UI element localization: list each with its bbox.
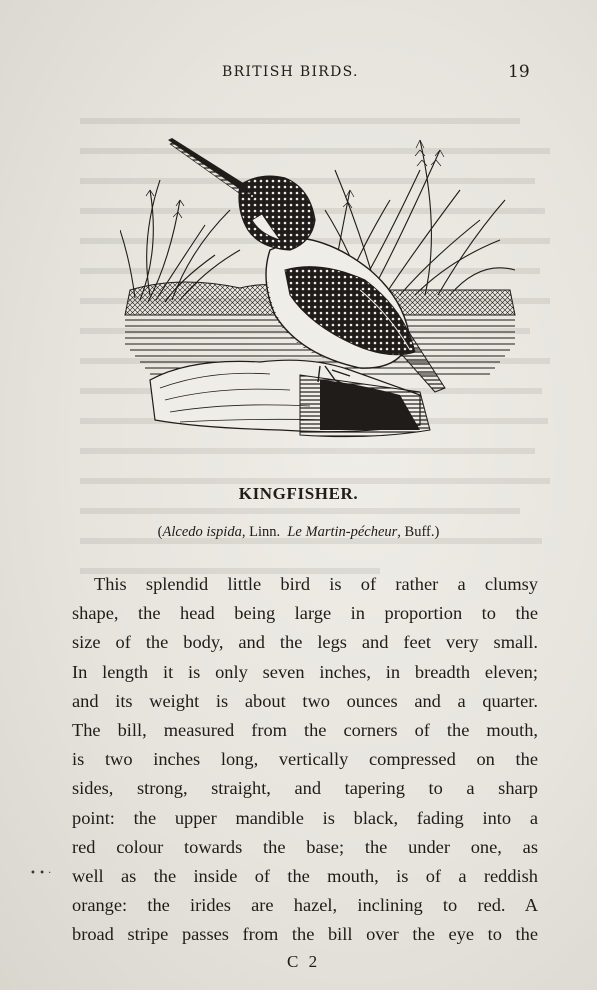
description-paragraph xyxy=(72,570,538,950)
text-line: is two inches long, vertically compressed on the xyxy=(72,749,538,770)
names-open-paren: ( xyxy=(157,524,163,540)
text-line: shape, the head being large in proportion to the xyxy=(72,603,538,624)
species-names xyxy=(0,524,597,541)
text-line: and its weight is about two ounces and a quarter. xyxy=(72,690,538,711)
ink-speck: • • · xyxy=(30,868,52,879)
french-authority: , Buff.) xyxy=(397,524,440,540)
latin-authority: , Linn. xyxy=(241,524,281,540)
running-head: BRITISH BIRDS. xyxy=(222,64,359,80)
text-line: broad stripe passes from the bill over the eye to the xyxy=(72,924,538,945)
text-line: In length it is only seven inches, in breadth eleven; xyxy=(72,661,538,682)
text-line: orange: the irides are hazel, inclining to red. A xyxy=(72,895,538,916)
page-number: 19 xyxy=(508,62,530,82)
latin-name: Alcedo ispida xyxy=(162,524,242,540)
text-line: The bill, measured from the corners of the mouth, xyxy=(72,720,538,741)
kingfisher-woodcut-illustration xyxy=(120,130,520,450)
species-heading: KINGFISHER. xyxy=(238,484,359,503)
signature-mark: C 2 xyxy=(287,952,321,971)
text-line: red colour towards the base; the under one, as xyxy=(72,836,538,857)
text-line: point: the upper mandible is black, fading into a xyxy=(72,807,538,828)
text-line: well as the inside of the mouth, is of a reddish xyxy=(72,866,538,887)
text-line: This splendid little bird is of rather a clumsy xyxy=(94,574,538,594)
text-line: size of the body, and the legs and feet very small. xyxy=(72,632,538,653)
text-line: sides, strong, straight, and tapering to a sharp xyxy=(72,778,538,799)
french-name: Le Martin-pécheur xyxy=(287,524,398,540)
